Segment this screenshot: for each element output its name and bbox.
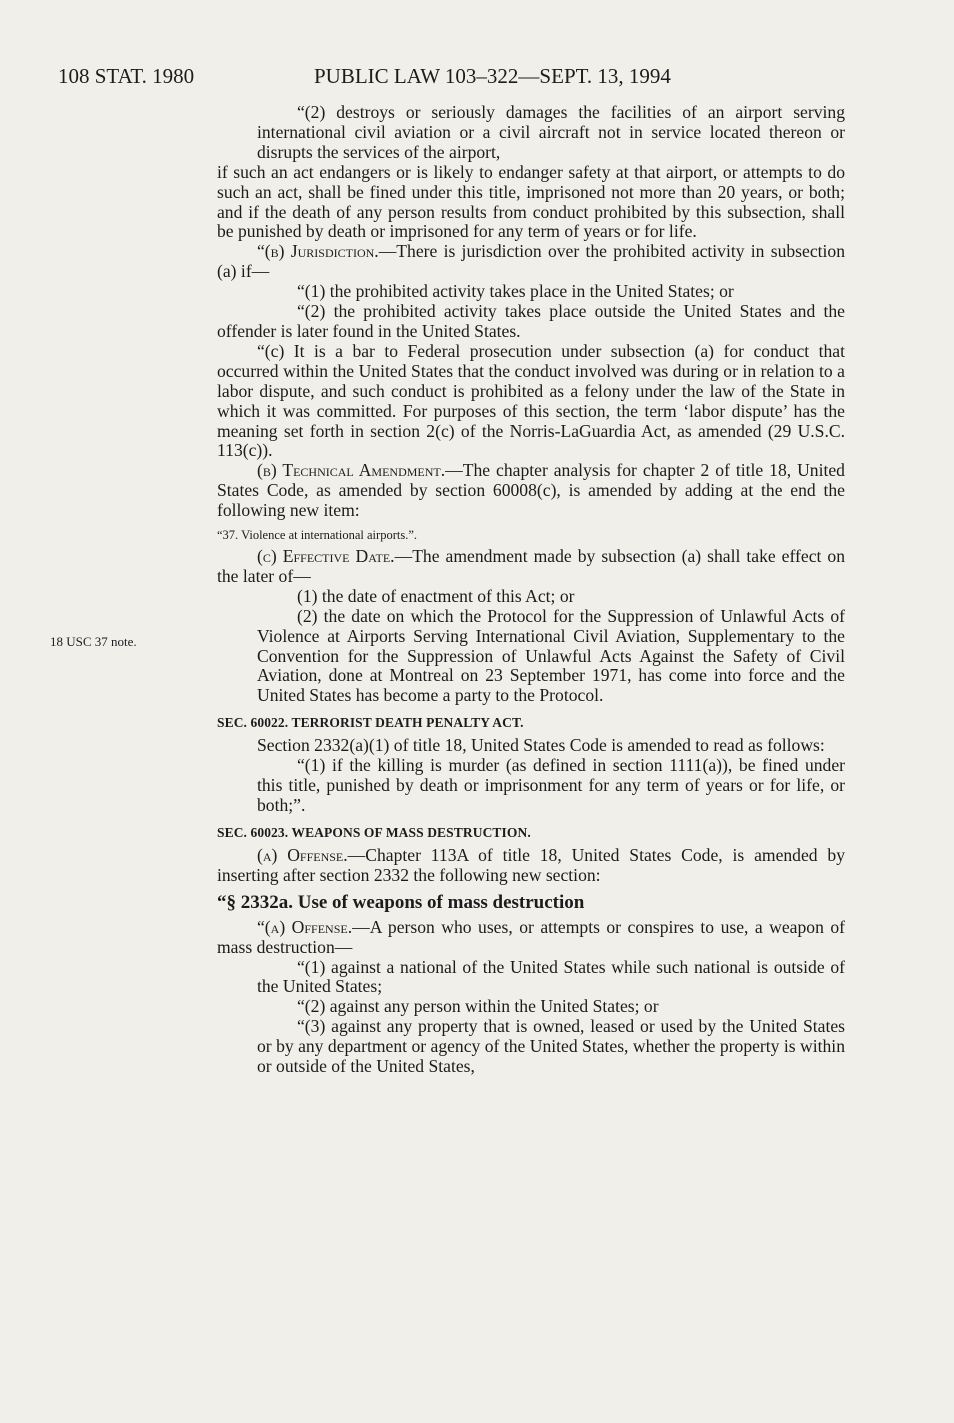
paragraph-text: “(2) the prohibited activity takes place outside the United States and the offender is later found in the United States.: [217, 301, 845, 341]
paragraph-text: “(1) against a national of the United States while such national is outside of the United States;: [257, 956, 845, 997]
page-header: [58, 64, 898, 92]
paragraph: [217, 587, 845, 607]
paragraph-text: (2) the date on which the Protocol for the Suppression of Unlawful Acts of Violence at Airports Serving International Civil Aviation, Supplementary to the Convention for the Suppression of Unlawful Acts Against the Safety of Civil Aviation, done at Montreal on 23 September 1971, has come into force and the United States has become a party to the Protocol.: [257, 605, 845, 706]
paragraph-text: —Chapter 113A of title 18, United States Code, is amended by inserting after section 2332 the following new section:: [217, 844, 846, 885]
paragraph: [217, 958, 845, 998]
section-heading: [217, 824, 845, 842]
subsection-heading: (c) Effective Date.: [257, 546, 395, 567]
paragraph-text: “(1) if the killing is murder (as defined in section 1111(a)), be fined under this title, punished by death or imprisonment for any term of years or for life, or both;”.: [257, 755, 845, 815]
paragraph: [217, 282, 845, 302]
public-law-reference: PUBLIC LAW 103–322—SEPT. 13, 1994: [314, 64, 671, 88]
paragraph-text: “(3) against any property that is owned, leased or used by the United States or by any department or agency of the United States, whether the property is within or outside of the United States,: [257, 1016, 845, 1077]
paragraph: [217, 607, 845, 707]
paragraph: [217, 103, 845, 163]
section-heading-text: “§ 2332a. Use of weapons of mass destruction: [217, 891, 585, 913]
paragraph-text: “(1) the prohibited activity takes place in the United States; or: [297, 281, 734, 302]
new-section-heading: [217, 892, 845, 914]
paragraph-text: “37. Violence at international airports.”.: [217, 528, 417, 543]
paragraph: [217, 461, 845, 521]
paragraph-text: —A person who uses, or attempts or conspires to use, a weapon of mass destruction—: [217, 916, 845, 957]
paragraph: [217, 846, 845, 886]
subsection-heading: “(b) Jurisdiction.: [257, 241, 379, 262]
paragraph: [217, 736, 845, 756]
paragraph-text: Section 2332(a)(1) of title 18, United States Code is amended to read as follows:: [257, 735, 825, 756]
margin-note: 18 USC 37 note.: [50, 634, 137, 649]
paragraph-text: (1) the date of enactment of this Act; or: [297, 585, 575, 606]
paragraph-text: “(2) destroys or seriously damages the facilities of an airport serving international civil aviation or a civil aircraft not in service located thereon or disrupts the services of the airport,: [257, 102, 845, 162]
subsection-heading: (a) Offense.: [257, 844, 348, 865]
section-heading-text: SEC. 60023. WEAPONS OF MASS DESTRUCTION.: [217, 824, 531, 840]
paragraph-text: —The chapter analysis for chapter 2 of title 18, United States Code, as amended by section 60008(c), is amended by adding at the end the following new item:: [217, 460, 845, 521]
paragraph-text: “(2) against any person within the United States; or: [297, 996, 659, 1017]
paragraph: [217, 163, 845, 243]
paragraph: [217, 918, 845, 958]
document-body: [217, 103, 845, 1077]
paragraph-text: if such an act endangers or is likely to endanger safety at that airport, or attempts to do such an act, shall be fined under this title, imprisoned not more than 20 years, or both; and if the death of any person results from conduct prohibited by this subsection, shall be punished by death or imprisoned for any term of years or for life.: [217, 161, 845, 242]
paragraph: [217, 756, 845, 816]
chapter-item: [217, 527, 845, 543]
paragraph-text: —The amendment made by subsection (a) shall take effect on the later of—: [217, 546, 845, 586]
section-heading: [217, 714, 845, 732]
section-heading-text: SEC. 60022. TERRORIST DEATH PENALTY ACT.: [217, 715, 524, 731]
paragraph: [217, 1017, 845, 1077]
subsection-heading: “(a) Offense.: [257, 916, 353, 937]
paragraph-text: —There is jurisdiction over the prohibited activity in subsection (a) if—: [217, 241, 845, 282]
paragraph: [217, 547, 845, 587]
paragraph: [217, 997, 845, 1017]
paragraph: [217, 342, 845, 461]
stat-page-reference: 108 STAT. 1980: [58, 64, 195, 88]
paragraph: [217, 302, 845, 342]
paragraph-text: “(c) It is a bar to Federal prosecution under subsection (a) for conduct that occurred within the United States that the conduct involved was during or in relation to a labor dispute, and such conduct is prohibited as a felony under the law of the State in which it was committed. For purposes of this section, the term ‘labor dispute’ has the meaning set forth in section 2(c) of the Norris-LaGuardia Act, as amended (29 U.S.C. 113(c)).: [217, 340, 845, 461]
subsection-heading: (b) Technical Amendment.: [257, 460, 446, 481]
paragraph: [217, 242, 845, 282]
